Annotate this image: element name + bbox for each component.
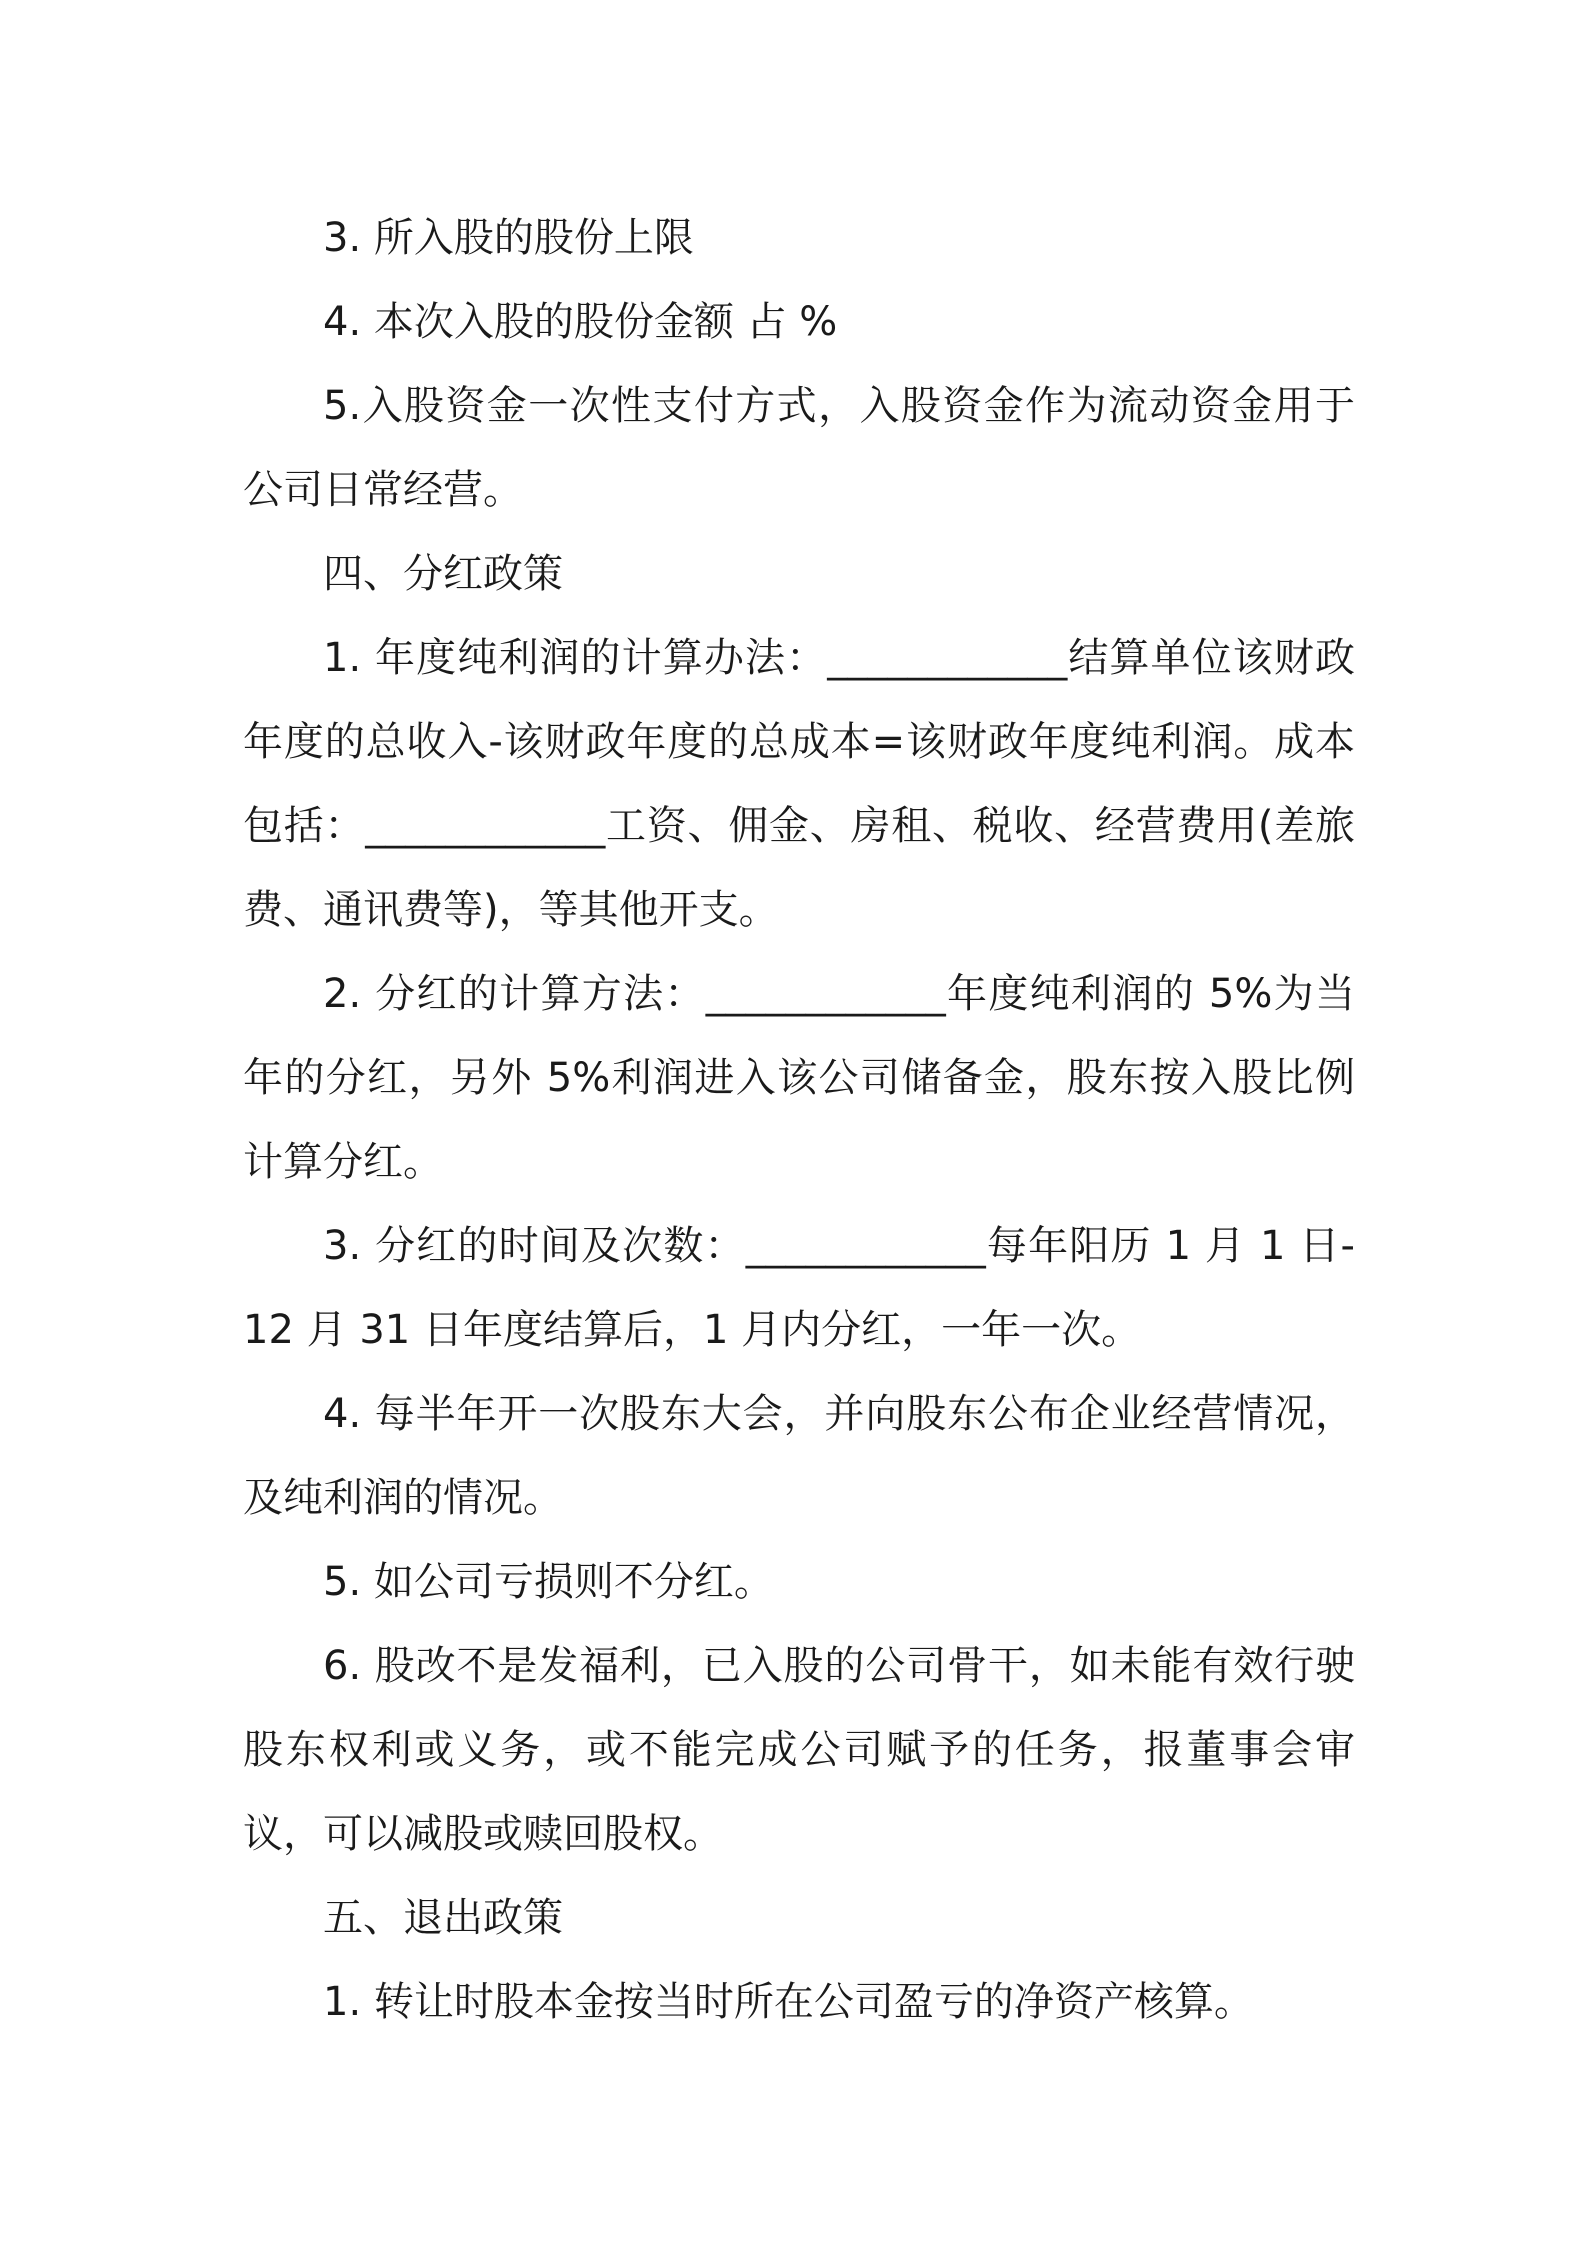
paragraph-net-profit-calculation: 1. 年度纯利润的计算办法：____________结算单位该财政年度的总收入-该财政年度的总成本=该财政年度纯利润。成本包括：____________工资、佣金、房租、税收、经营费用(差旅费、通讯费等)，等其他开支。 bbox=[243, 635, 1355, 933]
paragraph-share-amount: 4. 本次入股的股份金额 占 % bbox=[323, 299, 838, 345]
paragraph-transfer-valuation: 1. 转让时股本金按当时所在公司盈亏的净资产核算。 bbox=[323, 1979, 1254, 2025]
section-heading-exit-policy: 五、退出政策 bbox=[323, 1895, 563, 1941]
paragraph-dividend-calculation: 2. 分红的计算方法：____________年度纯利润的 5%为当年的分红，另外 5%利润进入该公司储备金，股东按入股比例计算分红。 bbox=[243, 971, 1355, 1185]
paragraph-shareholder-meeting: 4. 每半年开一次股东大会，并向股东公布企业经营情况，及纯利润的情况。 bbox=[243, 1391, 1355, 1521]
paragraph-payment-method: 5.入股资金一次性支付方式，入股资金作为流动资金用于公司日常经营。 bbox=[243, 383, 1355, 513]
document-body bbox=[243, 196, 1355, 2044]
paragraph-share-reduction: 6. 股改不是发福利，已入股的公司骨干，如未能有效行驶股东权利或义务，或不能完成公司赋予的任务，报董事会审议，可以减股或赎回股权。 bbox=[243, 1643, 1355, 1857]
paragraph-share-limit: 3. 所入股的股份上限 bbox=[323, 215, 694, 261]
section-heading-dividend-policy: 四、分红政策 bbox=[323, 551, 563, 597]
paragraph-dividend-timing: 3. 分红的时间及次数：____________每年阳历 1 月 1 日-12 月 31 日年度结算后，1 月内分红，一年一次。 bbox=[243, 1223, 1355, 1353]
paragraph-loss-no-dividend: 5. 如公司亏损则不分红。 bbox=[323, 1559, 774, 1605]
